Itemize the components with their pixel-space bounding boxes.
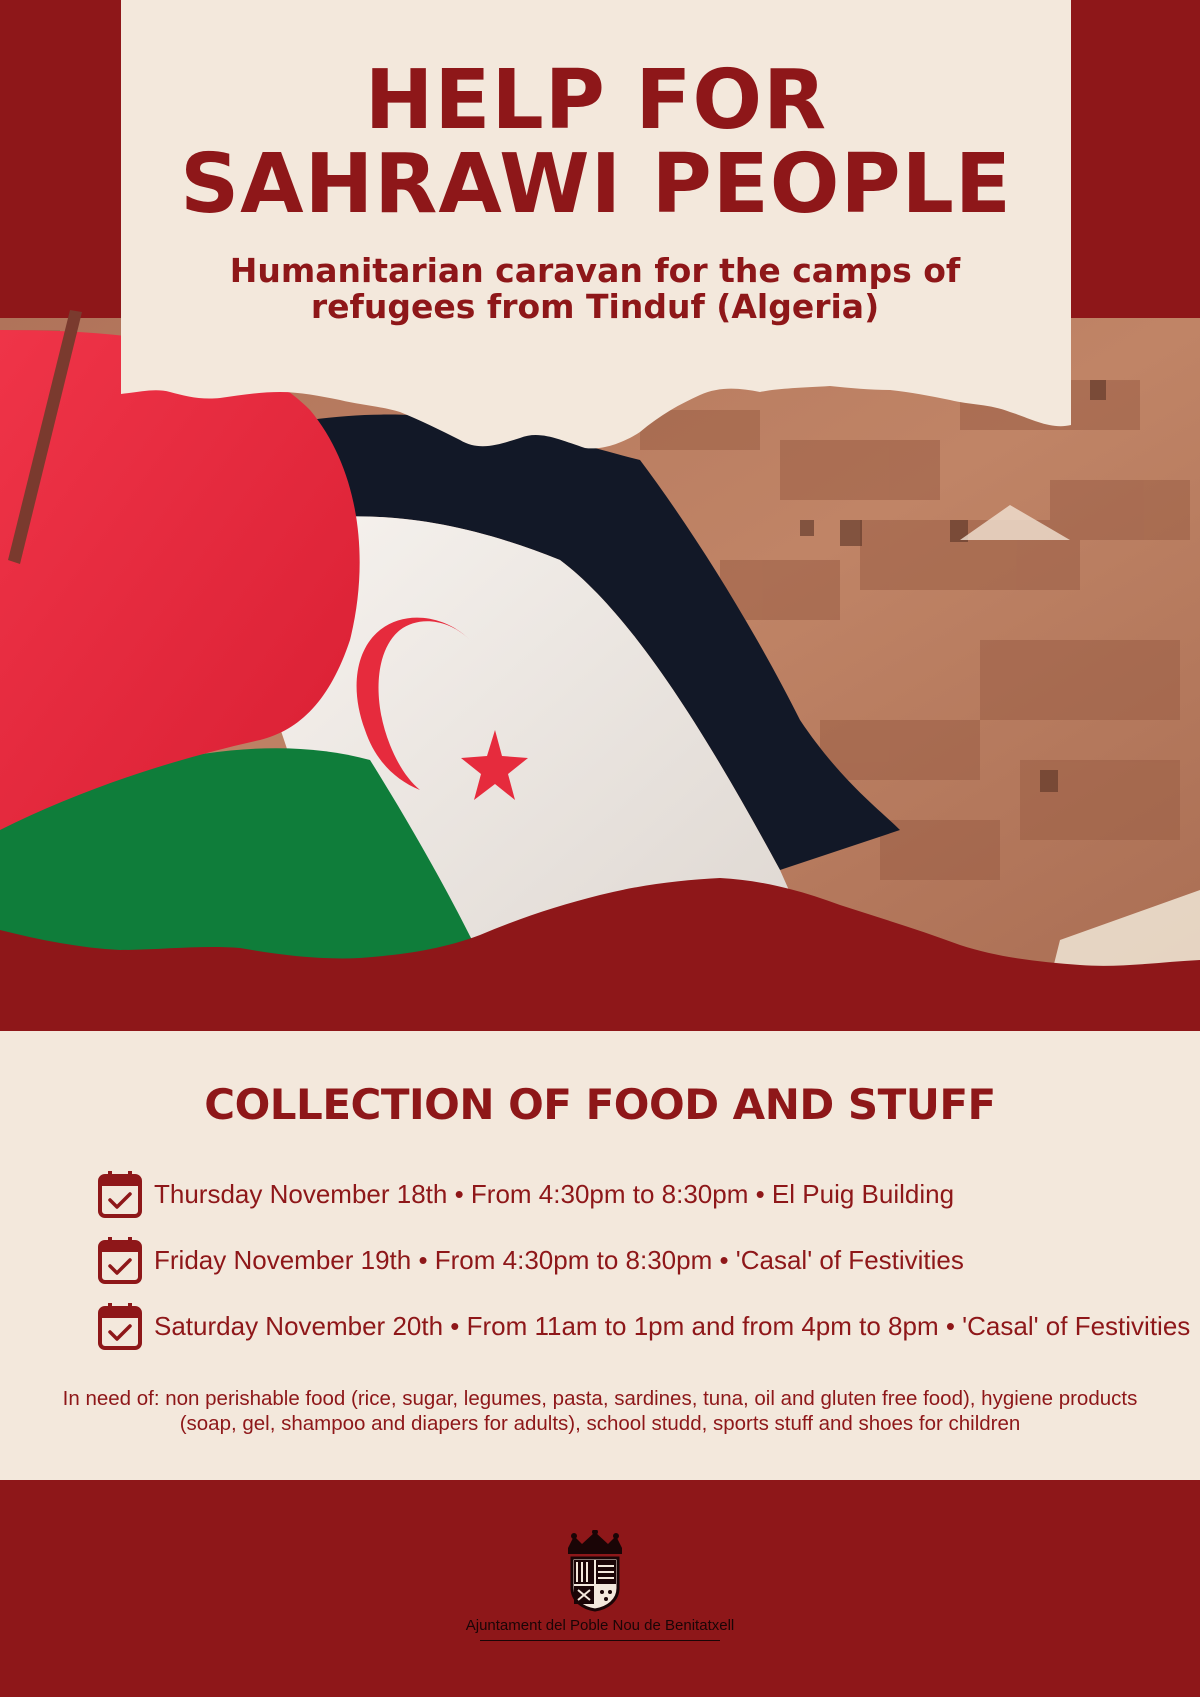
calendar-check-icon <box>98 1302 142 1350</box>
footer-divider <box>480 1640 720 1641</box>
needs-text: In need of: non perishable food (rice, sugar, legumes, pasta, sardines, tuna, oil and gluten free food), hygiene products (soap, gel, shampoo and diapers for adults), school studd, sports stuff and shoes for children <box>62 1387 1138 1435</box>
calendar-check-icon <box>98 1236 142 1284</box>
title-line-2: SAHRAWI PEOPLE <box>180 137 1012 232</box>
schedule-item-text: Thursday November 18th • From 4:30pm to 8:30pm • El Puig Building <box>154 1179 955 1209</box>
collection-heading: COLLECTION OF FOOD AND STUFF <box>204 1080 996 1129</box>
footer-organization: Ajuntament del Poble Nou de Benitatxell <box>465 1617 735 1634</box>
calendar-check-icon <box>98 1170 142 1218</box>
title-line-1: HELP FOR <box>364 53 828 148</box>
coat-of-arms-logo <box>560 1530 630 1612</box>
schedule-item-text: Saturday November 20th • From 11am to 1pm and from 4pm to 8pm • 'Casal' of Festivities <box>154 1311 1191 1341</box>
schedule-item-text: Friday November 19th • From 4:30pm to 8:30pm • 'Casal' of Festivities <box>154 1245 964 1275</box>
schedule-item <box>98 1234 964 1286</box>
schedule-item <box>98 1168 954 1220</box>
schedule-item <box>98 1300 1190 1352</box>
subtitle: Humanitarian caravan for the camps of refugees from Tinduf (Algeria) <box>229 251 961 326</box>
